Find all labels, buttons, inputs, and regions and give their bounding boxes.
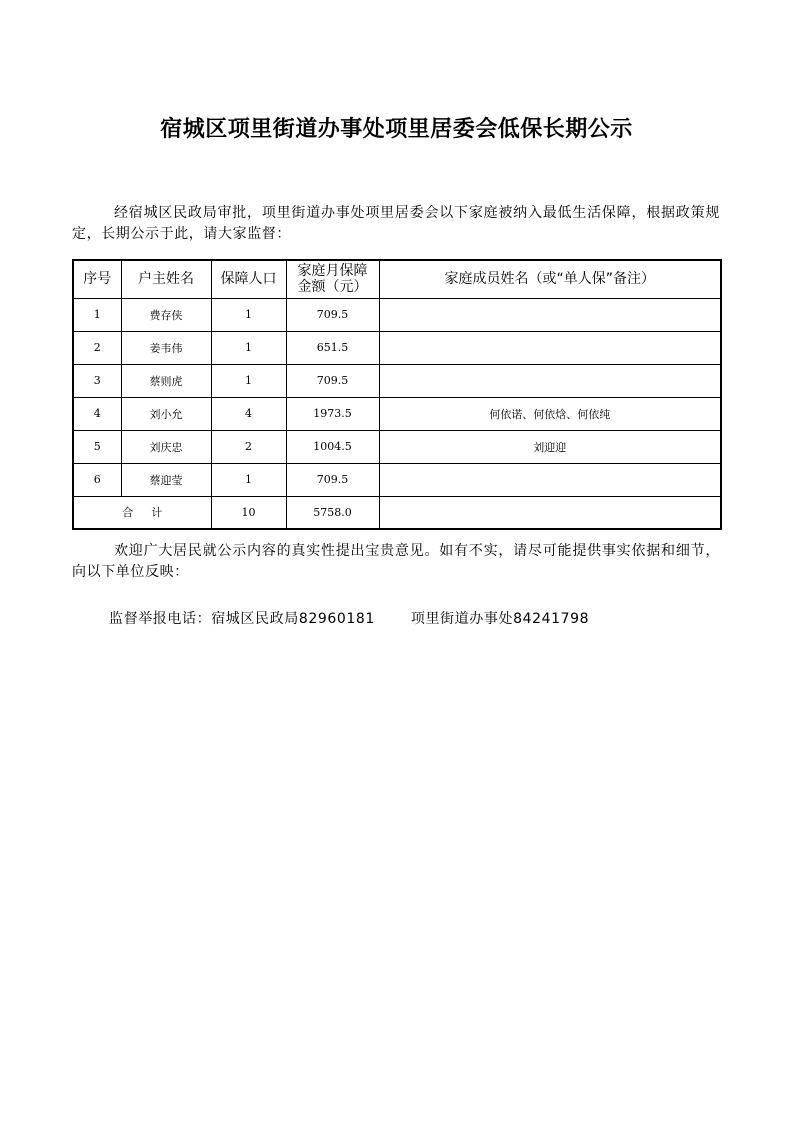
page-title: 宿城区项里街道办事处项里居委会低保长期公示 [160,116,633,142]
row-amount: 651.5 [286,331,379,364]
row-members: 何依诺、何依焓、何依纯 [379,397,721,430]
total-row [73,496,721,529]
row-count: 1 [211,364,286,397]
row-members [379,364,721,397]
contact-prefix: 监督举报电话：宿城区民政局 [109,611,299,627]
row-index: 2 [73,331,121,364]
row-amount: 709.5 [286,298,379,331]
header-index: 序号 [73,260,121,298]
contact-phone-civil-affairs: 82960181 [298,611,375,627]
total-amount: 5758.0 [286,496,379,529]
header-head-name: 户主姓名 [121,260,211,298]
row-index: 4 [73,397,121,430]
row-head-name: 刘庆忠 [121,430,211,463]
low-income-table [72,259,722,530]
row-count: 1 [211,298,286,331]
row-count: 2 [211,430,286,463]
row-index: 3 [73,364,121,397]
table-row [73,298,721,331]
contact-office: 项里街道办事处 [410,611,514,627]
row-head-name: 姜韦伟 [121,331,211,364]
table-row [73,463,721,496]
closing-paragraph: 欢迎广大居民就公示内容的真实性提出宝贵意见。如有不实，请尽可能提供事实依据和细节，向以下单位反映： [72,543,720,580]
row-head-name: 蔡迎莹 [121,463,211,496]
header-members: 家庭成员姓名（或“单人保”备注） [379,260,721,298]
row-count: 1 [211,331,286,364]
row-members: 刘迎迎 [379,430,721,463]
header-amount-line1: 家庭月保障 [297,263,368,280]
row-index: 5 [73,430,121,463]
contact-line [109,608,589,628]
header-count: 保障人口 [211,260,286,298]
row-count: 1 [211,463,286,496]
table-row [73,331,721,364]
total-members-empty [379,496,721,529]
row-members [379,331,721,364]
row-head-name: 费存侠 [121,298,211,331]
contact-phone-office: 84241798 [513,611,590,627]
row-members [379,298,721,331]
table-row [73,364,721,397]
row-head-name: 刘小允 [121,397,211,430]
header-amount-line2: 金额（元） [297,279,368,296]
table-row [73,430,721,463]
header-amount [286,260,379,298]
row-members [379,463,721,496]
row-amount: 709.5 [286,463,379,496]
row-amount: 1973.5 [286,397,379,430]
row-count: 4 [211,397,286,430]
total-label: 合计 [73,496,211,529]
table-row [73,397,721,430]
row-amount: 709.5 [286,364,379,397]
row-head-name: 蔡则虎 [121,364,211,397]
row-index: 1 [73,298,121,331]
row-amount: 1004.5 [286,430,379,463]
table-header-row [73,260,721,298]
row-index: 6 [73,463,121,496]
intro-paragraph: 经宿城区民政局审批，项里街道办事处项里居委会以下家庭被纳入最低生活保障，根据政策规定，长期公示于此，请大家监督： [72,205,720,242]
total-count: 10 [211,496,286,529]
